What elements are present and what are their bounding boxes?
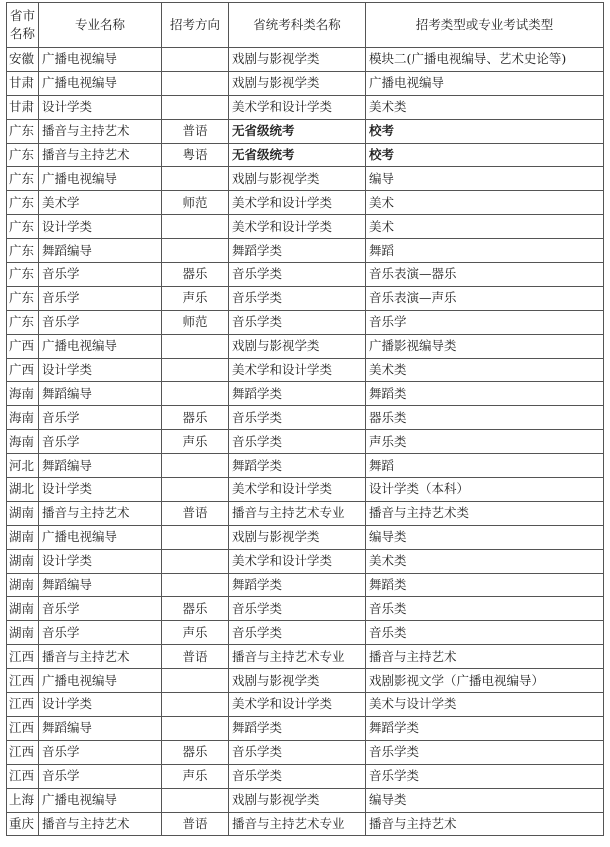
direction-cell: 粤语 [162, 143, 229, 167]
province-cell: 广东 [7, 191, 39, 215]
header-exam-category: 省统考科类名称 [229, 3, 366, 48]
direction-cell: 师范 [162, 310, 229, 334]
table-row [7, 478, 604, 502]
major-cell: 舞蹈编导 [39, 239, 162, 263]
direction-cell: 声乐 [162, 430, 229, 454]
exam-category-cell: 美术学和设计学类 [229, 215, 366, 239]
major-cell: 音乐学 [39, 430, 162, 454]
major-cell: 设计学类 [39, 215, 162, 239]
direction-cell [162, 334, 229, 358]
exam-type-cell: 音乐学类 [366, 740, 604, 764]
table-row [7, 669, 604, 693]
major-cell: 广播电视编导 [39, 525, 162, 549]
major-cell: 设计学类 [39, 549, 162, 573]
exam-category-cell: 播音与主持艺术专业 [229, 501, 366, 525]
table-row [7, 48, 604, 72]
exam-type-cell: 美术类 [366, 549, 604, 573]
exam-type-cell: 编导 [366, 167, 604, 191]
major-cell: 音乐学 [39, 597, 162, 621]
exam-type-cell: 美术与设计学类 [366, 693, 604, 717]
direction-cell [162, 239, 229, 263]
exam-category-cell: 舞蹈学类 [229, 716, 366, 740]
direction-cell [162, 669, 229, 693]
major-cell: 播音与主持艺术 [39, 501, 162, 525]
table-row [7, 286, 604, 310]
exam-category-cell: 播音与主持艺术专业 [229, 812, 366, 836]
direction-cell: 器乐 [162, 740, 229, 764]
exam-type-cell: 编导类 [366, 788, 604, 812]
direction-cell [162, 215, 229, 239]
table-row [7, 740, 604, 764]
exam-category-cell: 戏剧与影视学类 [229, 167, 366, 191]
major-cell: 设计学类 [39, 693, 162, 717]
table-row [7, 501, 604, 525]
exam-category-cell: 美术学和设计学类 [229, 478, 366, 502]
major-cell: 广播电视编导 [39, 48, 162, 72]
major-cell: 设计学类 [39, 95, 162, 119]
direction-cell [162, 95, 229, 119]
exam-type-cell: 音乐类 [366, 621, 604, 645]
province-cell: 广东 [7, 167, 39, 191]
exam-type-cell: 音乐类 [366, 597, 604, 621]
exam-type-cell: 广播影视编导类 [366, 334, 604, 358]
table-header-row [7, 3, 604, 48]
direction-cell [162, 167, 229, 191]
direction-cell: 普语 [162, 645, 229, 669]
table-row [7, 167, 604, 191]
table-row [7, 95, 604, 119]
table-row [7, 549, 604, 573]
direction-cell [162, 358, 229, 382]
direction-cell: 普语 [162, 119, 229, 143]
exam-type-cell: 音乐学类 [366, 764, 604, 788]
exam-type-cell: 模块二(广播电视编导、艺术史论等) [366, 48, 604, 72]
table-row [7, 597, 604, 621]
exam-category-cell: 戏剧与影视学类 [229, 669, 366, 693]
province-cell: 海南 [7, 382, 39, 406]
province-cell: 广西 [7, 334, 39, 358]
direction-cell [162, 525, 229, 549]
major-cell: 广播电视编导 [39, 334, 162, 358]
direction-cell: 声乐 [162, 621, 229, 645]
exam-category-cell: 音乐学类 [229, 286, 366, 310]
province-cell: 湖南 [7, 549, 39, 573]
exam-type-cell: 编导类 [366, 525, 604, 549]
province-cell: 广东 [7, 310, 39, 334]
exam-type-cell: 美术类 [366, 95, 604, 119]
exam-type-cell: 声乐类 [366, 430, 604, 454]
exam-type-cell: 舞蹈 [366, 454, 604, 478]
province-cell: 湖北 [7, 478, 39, 502]
direction-cell: 器乐 [162, 597, 229, 621]
exam-category-cell: 播音与主持艺术专业 [229, 645, 366, 669]
province-cell: 江西 [7, 716, 39, 740]
admissions-table-sheet [6, 2, 603, 842]
exam-type-cell: 音乐学 [366, 310, 604, 334]
major-cell: 美术学 [39, 191, 162, 215]
major-cell: 设计学类 [39, 478, 162, 502]
major-cell: 舞蹈编导 [39, 382, 162, 406]
major-cell: 音乐学 [39, 740, 162, 764]
province-cell: 广东 [7, 239, 39, 263]
exam-category-cell: 音乐学类 [229, 621, 366, 645]
province-cell: 海南 [7, 406, 39, 430]
exam-type-cell: 美术类 [366, 358, 604, 382]
province-cell: 湖南 [7, 597, 39, 621]
exam-type-cell: 美术 [366, 215, 604, 239]
admissions-table [6, 2, 604, 836]
table-row [7, 812, 604, 836]
exam-category-cell: 音乐学类 [229, 740, 366, 764]
province-cell: 上海 [7, 788, 39, 812]
province-cell: 湖南 [7, 573, 39, 597]
province-cell: 江西 [7, 645, 39, 669]
direction-cell: 普语 [162, 812, 229, 836]
direction-cell: 普语 [162, 501, 229, 525]
header-major: 专业名称 [39, 3, 162, 48]
province-cell: 甘肃 [7, 71, 39, 95]
exam-type-cell: 美术 [366, 191, 604, 215]
table-row [7, 310, 604, 334]
direction-cell: 声乐 [162, 764, 229, 788]
major-cell: 播音与主持艺术 [39, 119, 162, 143]
direction-cell [162, 549, 229, 573]
direction-cell: 声乐 [162, 286, 229, 310]
direction-cell [162, 716, 229, 740]
direction-cell [162, 573, 229, 597]
exam-category-cell: 戏剧与影视学类 [229, 788, 366, 812]
major-cell: 音乐学 [39, 406, 162, 430]
table-row [7, 71, 604, 95]
table-row [7, 334, 604, 358]
header-exam-type: 招考类型或专业考试类型 [366, 3, 604, 48]
direction-cell [162, 454, 229, 478]
exam-type-cell: 播音与主持艺术类 [366, 501, 604, 525]
table-row [7, 263, 604, 287]
table-row [7, 573, 604, 597]
exam-type-cell: 舞蹈类 [366, 382, 604, 406]
exam-category-cell: 舞蹈学类 [229, 382, 366, 406]
table-row [7, 119, 604, 143]
table-row [7, 788, 604, 812]
table-row [7, 621, 604, 645]
exam-category-cell: 无省级统考 [229, 143, 366, 167]
exam-category-cell: 美术学和设计学类 [229, 191, 366, 215]
exam-category-cell: 美术学和设计学类 [229, 693, 366, 717]
exam-category-cell: 无省级统考 [229, 119, 366, 143]
major-cell: 舞蹈编导 [39, 573, 162, 597]
province-cell: 江西 [7, 669, 39, 693]
exam-type-cell: 播音与主持艺术 [366, 812, 604, 836]
exam-category-cell: 戏剧与影视学类 [229, 525, 366, 549]
exam-type-cell: 校考 [366, 143, 604, 167]
province-cell: 湖南 [7, 501, 39, 525]
exam-type-cell: 校考 [366, 119, 604, 143]
table-row [7, 525, 604, 549]
province-cell: 江西 [7, 764, 39, 788]
major-cell: 播音与主持艺术 [39, 645, 162, 669]
exam-type-cell: 戏剧影视文学（广播电视编导） [366, 669, 604, 693]
province-cell: 广东 [7, 263, 39, 287]
province-cell: 湖南 [7, 525, 39, 549]
exam-type-cell: 舞蹈学类 [366, 716, 604, 740]
direction-cell [162, 693, 229, 717]
major-cell: 广播电视编导 [39, 788, 162, 812]
province-cell: 重庆 [7, 812, 39, 836]
exam-category-cell: 戏剧与影视学类 [229, 71, 366, 95]
province-cell: 广东 [7, 143, 39, 167]
major-cell: 广播电视编导 [39, 167, 162, 191]
direction-cell: 器乐 [162, 263, 229, 287]
province-cell: 甘肃 [7, 95, 39, 119]
table-row [7, 645, 604, 669]
table-row [7, 406, 604, 430]
header-direction: 招考方向 [162, 3, 229, 48]
table-row [7, 143, 604, 167]
exam-type-cell: 音乐表演—器乐 [366, 263, 604, 287]
direction-cell [162, 48, 229, 72]
exam-category-cell: 戏剧与影视学类 [229, 48, 366, 72]
major-cell: 舞蹈编导 [39, 716, 162, 740]
exam-category-cell: 舞蹈学类 [229, 454, 366, 478]
major-cell: 广播电视编导 [39, 71, 162, 95]
exam-type-cell: 播音与主持艺术 [366, 645, 604, 669]
table-row [7, 693, 604, 717]
exam-type-cell: 设计学类（本科） [366, 478, 604, 502]
direction-cell [162, 71, 229, 95]
province-cell: 江西 [7, 740, 39, 764]
province-cell: 广东 [7, 286, 39, 310]
exam-category-cell: 舞蹈学类 [229, 573, 366, 597]
exam-category-cell: 美术学和设计学类 [229, 358, 366, 382]
major-cell: 设计学类 [39, 358, 162, 382]
major-cell: 音乐学 [39, 263, 162, 287]
major-cell: 音乐学 [39, 310, 162, 334]
province-cell: 广东 [7, 119, 39, 143]
exam-type-cell: 广播电视编导 [366, 71, 604, 95]
exam-type-cell: 舞蹈类 [366, 573, 604, 597]
direction-cell: 器乐 [162, 406, 229, 430]
province-cell: 安徽 [7, 48, 39, 72]
exam-type-cell: 器乐类 [366, 406, 604, 430]
province-cell: 河北 [7, 454, 39, 478]
exam-category-cell: 舞蹈学类 [229, 239, 366, 263]
exam-type-cell: 舞蹈 [366, 239, 604, 263]
exam-category-cell: 音乐学类 [229, 597, 366, 621]
exam-category-cell: 音乐学类 [229, 430, 366, 454]
table-row [7, 191, 604, 215]
exam-type-cell: 音乐表演—声乐 [366, 286, 604, 310]
table-row [7, 764, 604, 788]
table-row [7, 430, 604, 454]
major-cell: 音乐学 [39, 764, 162, 788]
major-cell: 播音与主持艺术 [39, 143, 162, 167]
major-cell: 舞蹈编导 [39, 454, 162, 478]
major-cell: 音乐学 [39, 286, 162, 310]
province-cell: 江西 [7, 693, 39, 717]
province-cell: 广西 [7, 358, 39, 382]
exam-category-cell: 美术学和设计学类 [229, 95, 366, 119]
exam-category-cell: 音乐学类 [229, 764, 366, 788]
header-province: 省市名称 [7, 3, 39, 48]
table-body [7, 48, 604, 836]
province-cell: 广东 [7, 215, 39, 239]
exam-category-cell: 音乐学类 [229, 406, 366, 430]
province-cell: 湖南 [7, 621, 39, 645]
table-row [7, 382, 604, 406]
major-cell: 播音与主持艺术 [39, 812, 162, 836]
direction-cell [162, 382, 229, 406]
direction-cell: 师范 [162, 191, 229, 215]
table-row [7, 239, 604, 263]
major-cell: 音乐学 [39, 621, 162, 645]
table-row [7, 215, 604, 239]
exam-category-cell: 美术学和设计学类 [229, 549, 366, 573]
exam-category-cell: 音乐学类 [229, 310, 366, 334]
province-cell: 海南 [7, 430, 39, 454]
table-row [7, 358, 604, 382]
direction-cell [162, 478, 229, 502]
major-cell: 广播电视编导 [39, 669, 162, 693]
exam-category-cell: 音乐学类 [229, 263, 366, 287]
direction-cell [162, 788, 229, 812]
table-row [7, 716, 604, 740]
table-row [7, 454, 604, 478]
exam-category-cell: 戏剧与影视学类 [229, 334, 366, 358]
